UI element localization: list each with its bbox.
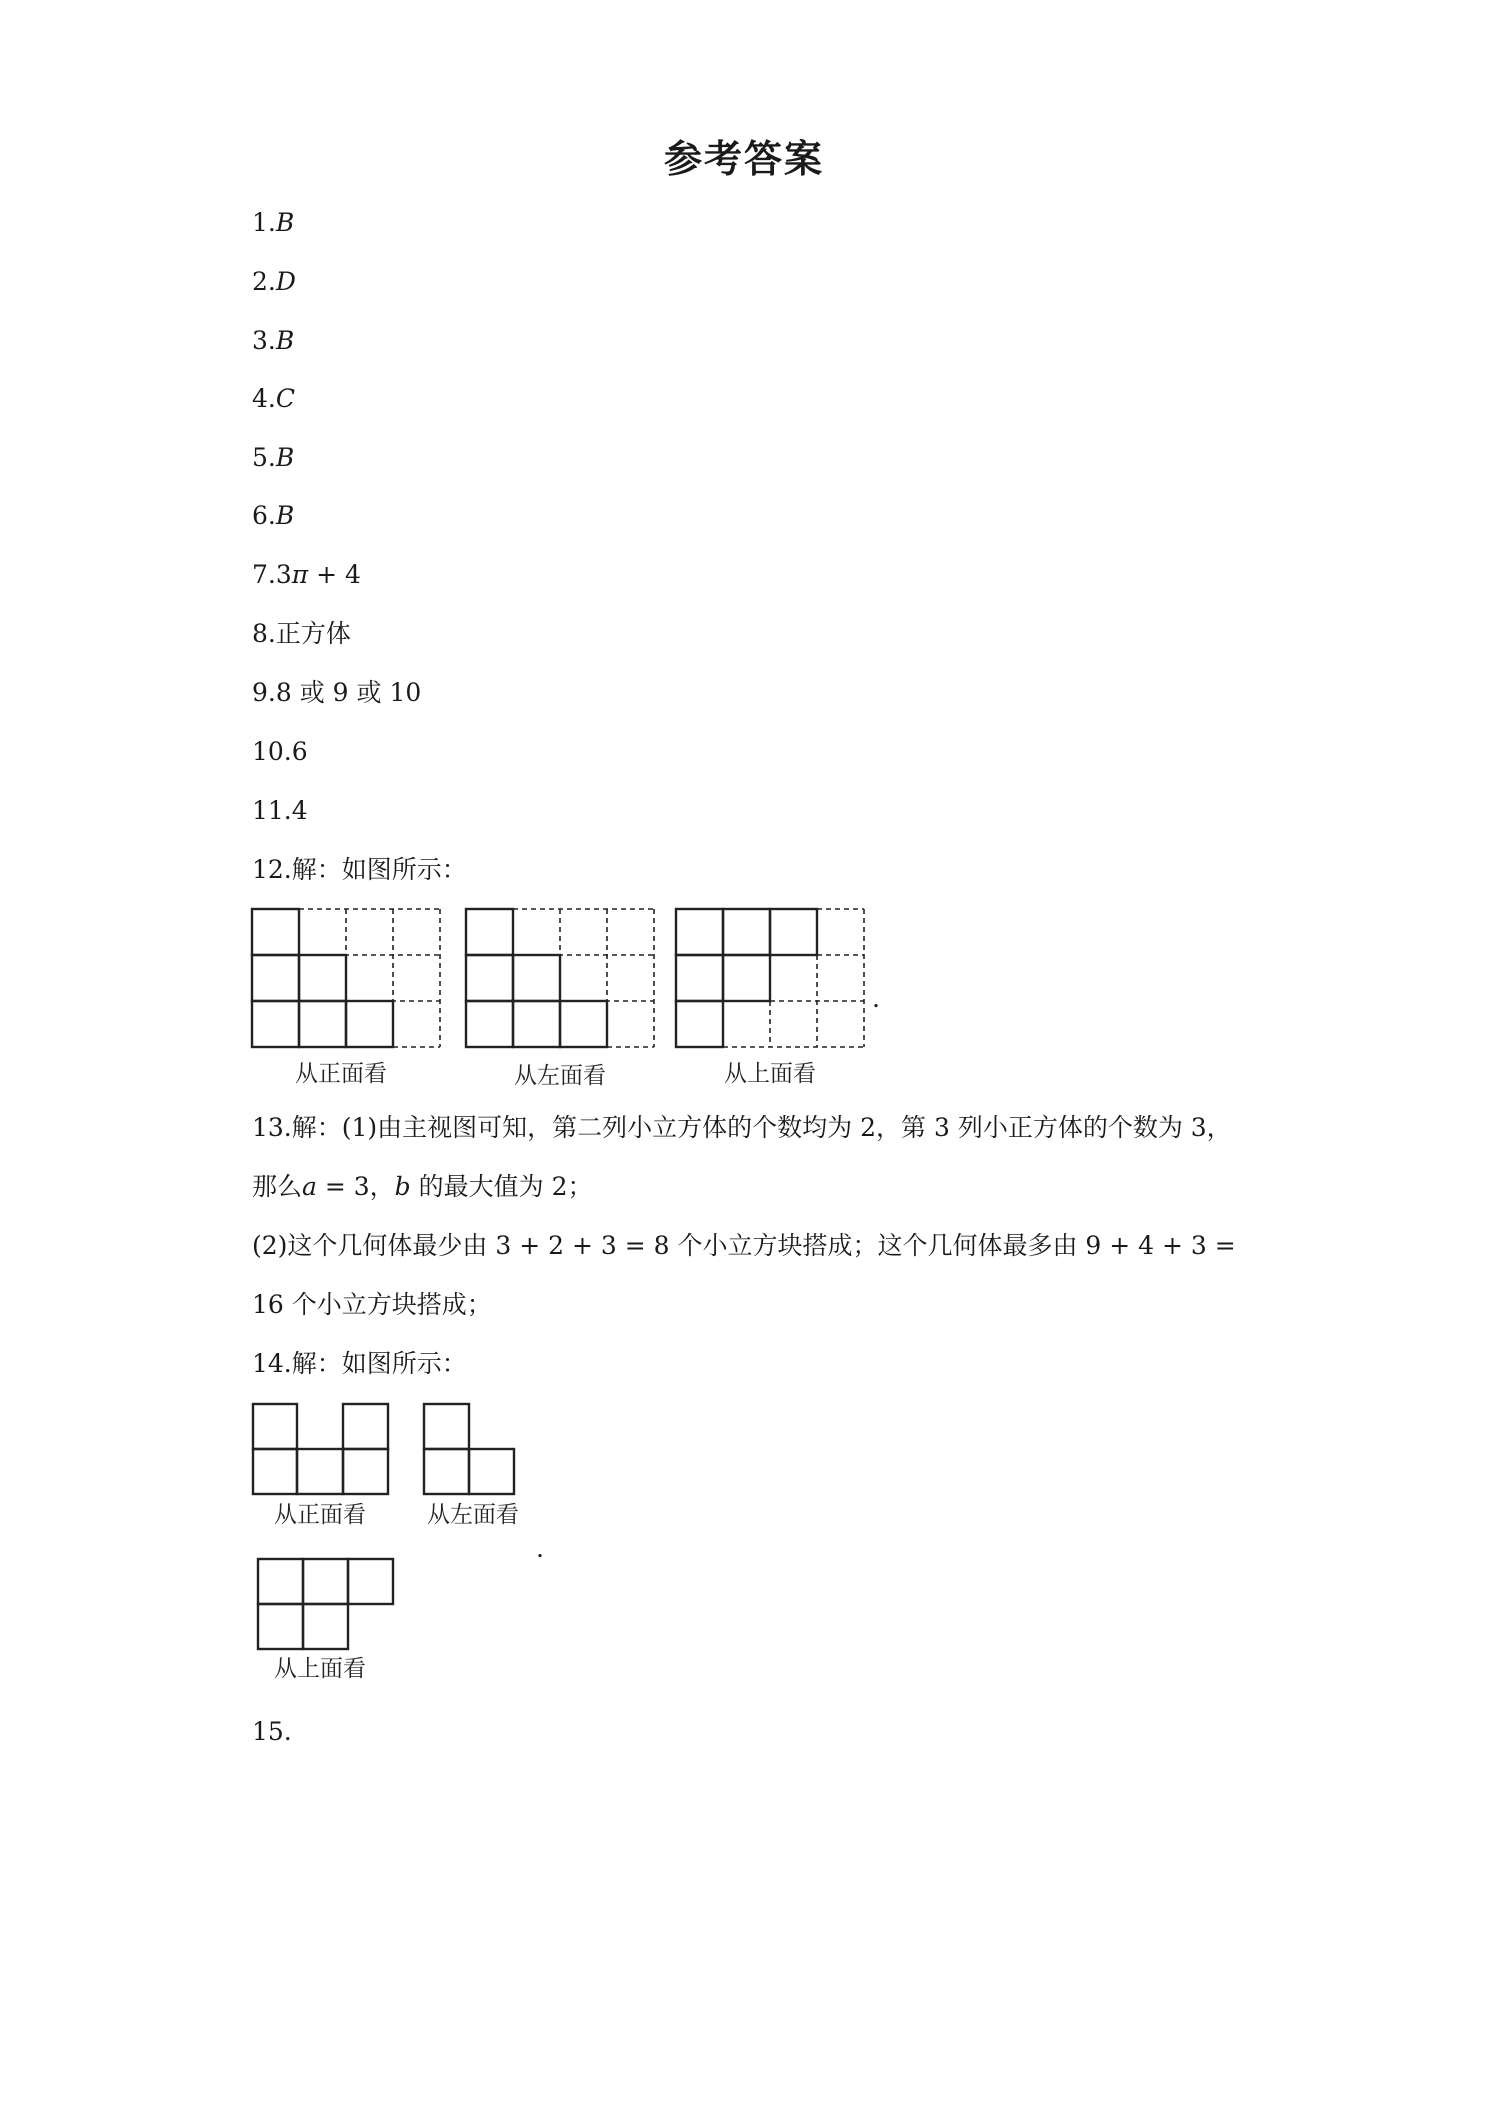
answer-10: 10.6 (252, 737, 308, 766)
answer-13-line1: 13.解：(1)由主视图可知，第二列小立方体的个数均为 2，第 3 列小正方体的个数为 3， (252, 1113, 1232, 1142)
q14-caption-top: 从上面看 (274, 1656, 366, 1682)
q12-caption-top: 从上面看 (724, 1061, 816, 1087)
q14-caption-front: 从正面看 (274, 1502, 366, 1528)
answer-1: 1.B (252, 208, 295, 237)
q14-front-view (253, 1404, 388, 1494)
answer-4: 4.C (252, 384, 295, 413)
q14-left-view (424, 1404, 514, 1494)
q12-caption-front: 从正面看 (295, 1061, 387, 1087)
answer-8: 8.正方体 (252, 619, 351, 648)
answer-14-text: 14.解：如图所示： (252, 1349, 467, 1378)
q14-period: . (536, 1534, 544, 1563)
answer-3: 3.B (252, 326, 295, 355)
q14-caption-left: 从左面看 (427, 1502, 519, 1528)
answer-9: 9.8 或 9 或 10 (252, 678, 422, 707)
q12-caption-left: 从左面看 (514, 1063, 606, 1089)
answer-12-text: 12.解：如图所示： (252, 855, 467, 884)
q14-top-view (258, 1559, 393, 1649)
answer-5: 5.B (252, 443, 295, 472)
page-title: 参考答案 (663, 137, 824, 181)
answer-2: 2.D (252, 267, 296, 296)
answer-13-line2: 那么a = 3，b 的最大值为 2； (252, 1172, 593, 1201)
answer-13-line3: (2)这个几何体最少由 3 + 2 + 3 = 8 个小立方块搭成；这个几何体最多由 9 + 4 + 3 = (252, 1231, 1236, 1260)
answer-15: 15. (252, 1717, 292, 1746)
answer-13-line4: 16 个小立方块搭成； (252, 1290, 492, 1319)
answer-7: 7.3π + 4 (252, 560, 361, 589)
q12-period: . (872, 984, 880, 1013)
answer-11: 11.4 (252, 796, 308, 825)
answer-6: 6.B (252, 501, 295, 530)
